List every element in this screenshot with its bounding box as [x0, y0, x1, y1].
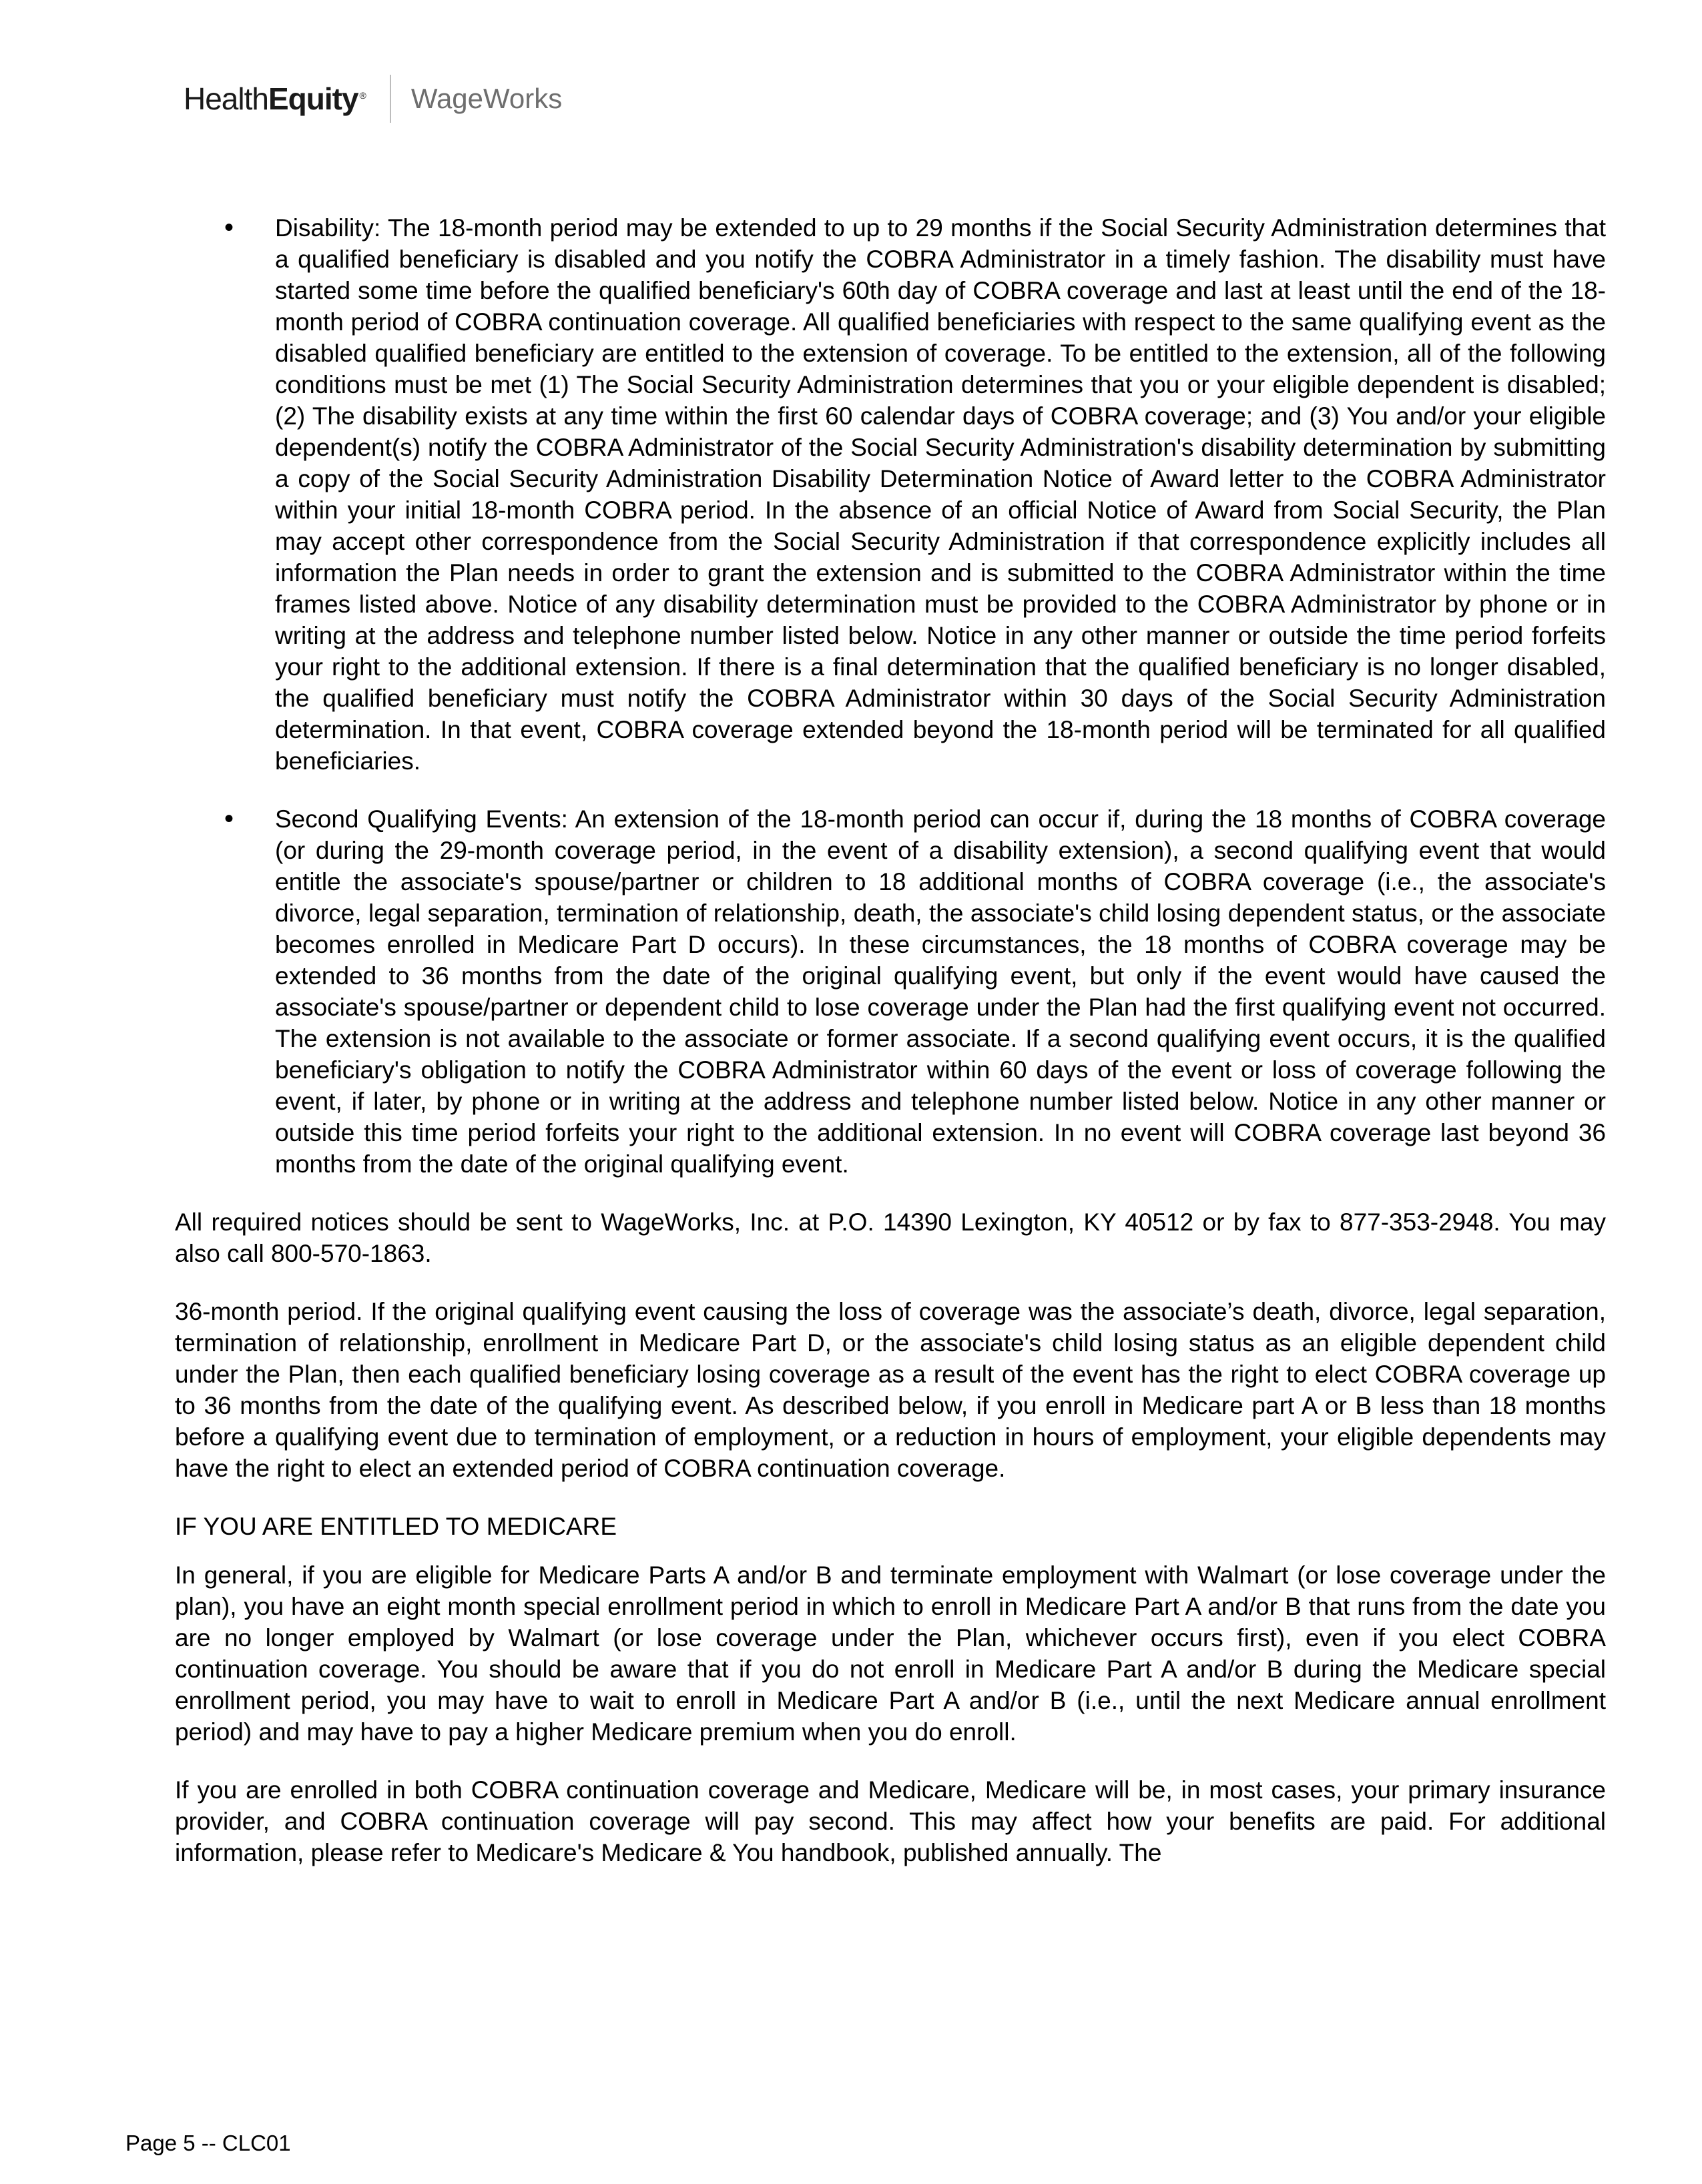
healthequity-logo — [184, 81, 366, 117]
bullet-disability: • Disability: The 18-month period may be extended to up to 29 months if the Social Security Administration determines that a qualified beneficiary is disabled and you notify the COBRA Administrator in a timely fashion. The disability must have started some time before the qualified beneficiary's 60th day of COBRA coverage and last at least until the end of the 18-month period of COBRA continuation coverage. All qualified beneficiaries with respect to the same qualifying event as the disabled qualified beneficiary are entitled to the extension of coverage. To be entitled to the extension, all of the following conditions must be met (1) The Social Security Administration determines that you or your eligible dependent is disabled; (2) The disability exists at any time within the first 60 calendar days of COBRA coverage; and (3) You and/or your eligible dependent(s) notify the COBRA Administrator of the Social Security Administration's disability determination by submitting a copy of the Social Security Administration Disability Determination Notice of Award letter to the COBRA Administrator within your initial 18-month COBRA period. In the absence of an official Notice of Award from Social Security, the Plan may accept other correspondence from the Social Security Administration if that correspondence explicitly includes all information the Plan needs in order to grant the extension and is submitted to the COBRA Administrator within the time frames listed above. Notice of any disability determination must be provided to the COBRA Administrator by phone or in writing at the address and telephone number listed below. Notice in any other manner or outside the time period forfeits your right to the additional extension. If there is a final determination that the qualified beneficiary is no longer disabled, the qualified beneficiary must notify the COBRA Administrator within 30 days of the Social Security Administration determination. In that event, COBRA coverage extended beyond the 18-month period will be terminated for all qualified beneficiaries. — [175, 212, 1606, 777]
bullet-second-qualifying-events: • Second Qualifying Events: An extension of the 18-month period can occur if, during the 18 months of COBRA coverage (or during the 29-month coverage period, in the event of a disability extension), a second qualifying event that would entitle the associate's spouse/partner or children to 18 additional months of COBRA coverage (i.e., the associate's divorce, legal separation, termination of relationship, death, the associate's child losing dependent status, or the associate becomes enrolled in Medicare Part D occurs). In these circumstances, the 18 months of COBRA coverage may be extended to 36 months from the date of the original qualifying event, but only if the event would have caused the associate's spouse/partner or dependent child to lose coverage under the Plan had the first qualifying event not occurred. The extension is not available to the associate or former associate. If a second qualifying event occurs, it is the qualified beneficiary's obligation to notify the COBRA Administrator within 60 days of the event or loss of coverage following the event, if later, by phone or in writing at the address and telephone number listed below. Notice in any other manner or outside this time period forfeits your right to the additional extension. In no event will COBRA coverage last beyond 36 months from the date of the original qualifying event. — [175, 803, 1606, 1180]
medicare-both-paragraph: If you are enrolled in both COBRA continuation coverage and Medicare, Medicare will be, in most cases, your primary insurance provider, and COBRA continuation coverage will pay second. This may affect how your benefits are paid. For additional information, please refer to Medicare's Medicare & You handbook, published annually. The — [175, 1776, 1606, 1866]
thirty-six-month-paragraph: 36-month period. If the original qualifying event causing the loss of coverage was the associate’s death, divorce, legal separation, termination of relationship, enrollment in Medicare Part D, or the associate's child losing status as an eligible dependent child under the Plan, then each qualified beneficiary losing coverage as a result of the event has the right to elect COBRA coverage up to 36 months from the date of the qualifying event. As described below, if you enroll in Medicare part A or B less than 18 months before a qualifying event due to termination of employment, or a reduction in hours of employment, your eligible dependents may have the right to elect an extended period of COBRA continuation coverage. — [175, 1298, 1606, 1482]
logo-trademark: ® — [359, 89, 366, 101]
document-body — [175, 212, 1606, 1895]
medicare-general-paragraph: In general, if you are eligible for Medicare Parts A and/or B and terminate employment with Walmart (or lose coverage under the plan), you have an eight month special enrollment period in which to enroll in Medicare Part A and/or B that runs from the date you are no longer employed by Walmart (or lose coverage under the Plan, whichever occurs first), even if you elect COBRA continuation coverage. You should be aware that if you do not enroll in Medicare Part A and/or B during the Medicare special enrollment period, you may have to wait to enroll in Medicare Part A and/or B (i.e., until the next Medicare annual enrollment period) and may have to pay a higher Medicare premium when you do enroll. — [175, 1561, 1606, 1746]
wageworks-logo: WageWorks — [410, 83, 563, 114]
bullet-list — [175, 212, 1606, 1180]
logo-divider — [390, 75, 391, 123]
notices-paragraph: All required notices should be sent to WageWorks, Inc. at P.O. 14390 Lexington, KY 40512 or by fax to 877-353-2948. You may also call 800-570-1863. — [175, 1208, 1606, 1267]
medicare-heading: IF YOU ARE ENTITLED TO MEDICARE — [175, 1513, 617, 1540]
page-footer: Page 5 -- CLC01 — [125, 2131, 291, 2155]
logo-primary-regular: Health — [184, 81, 268, 116]
logo-primary-bold: Equity — [268, 81, 358, 116]
page-header — [184, 72, 562, 125]
